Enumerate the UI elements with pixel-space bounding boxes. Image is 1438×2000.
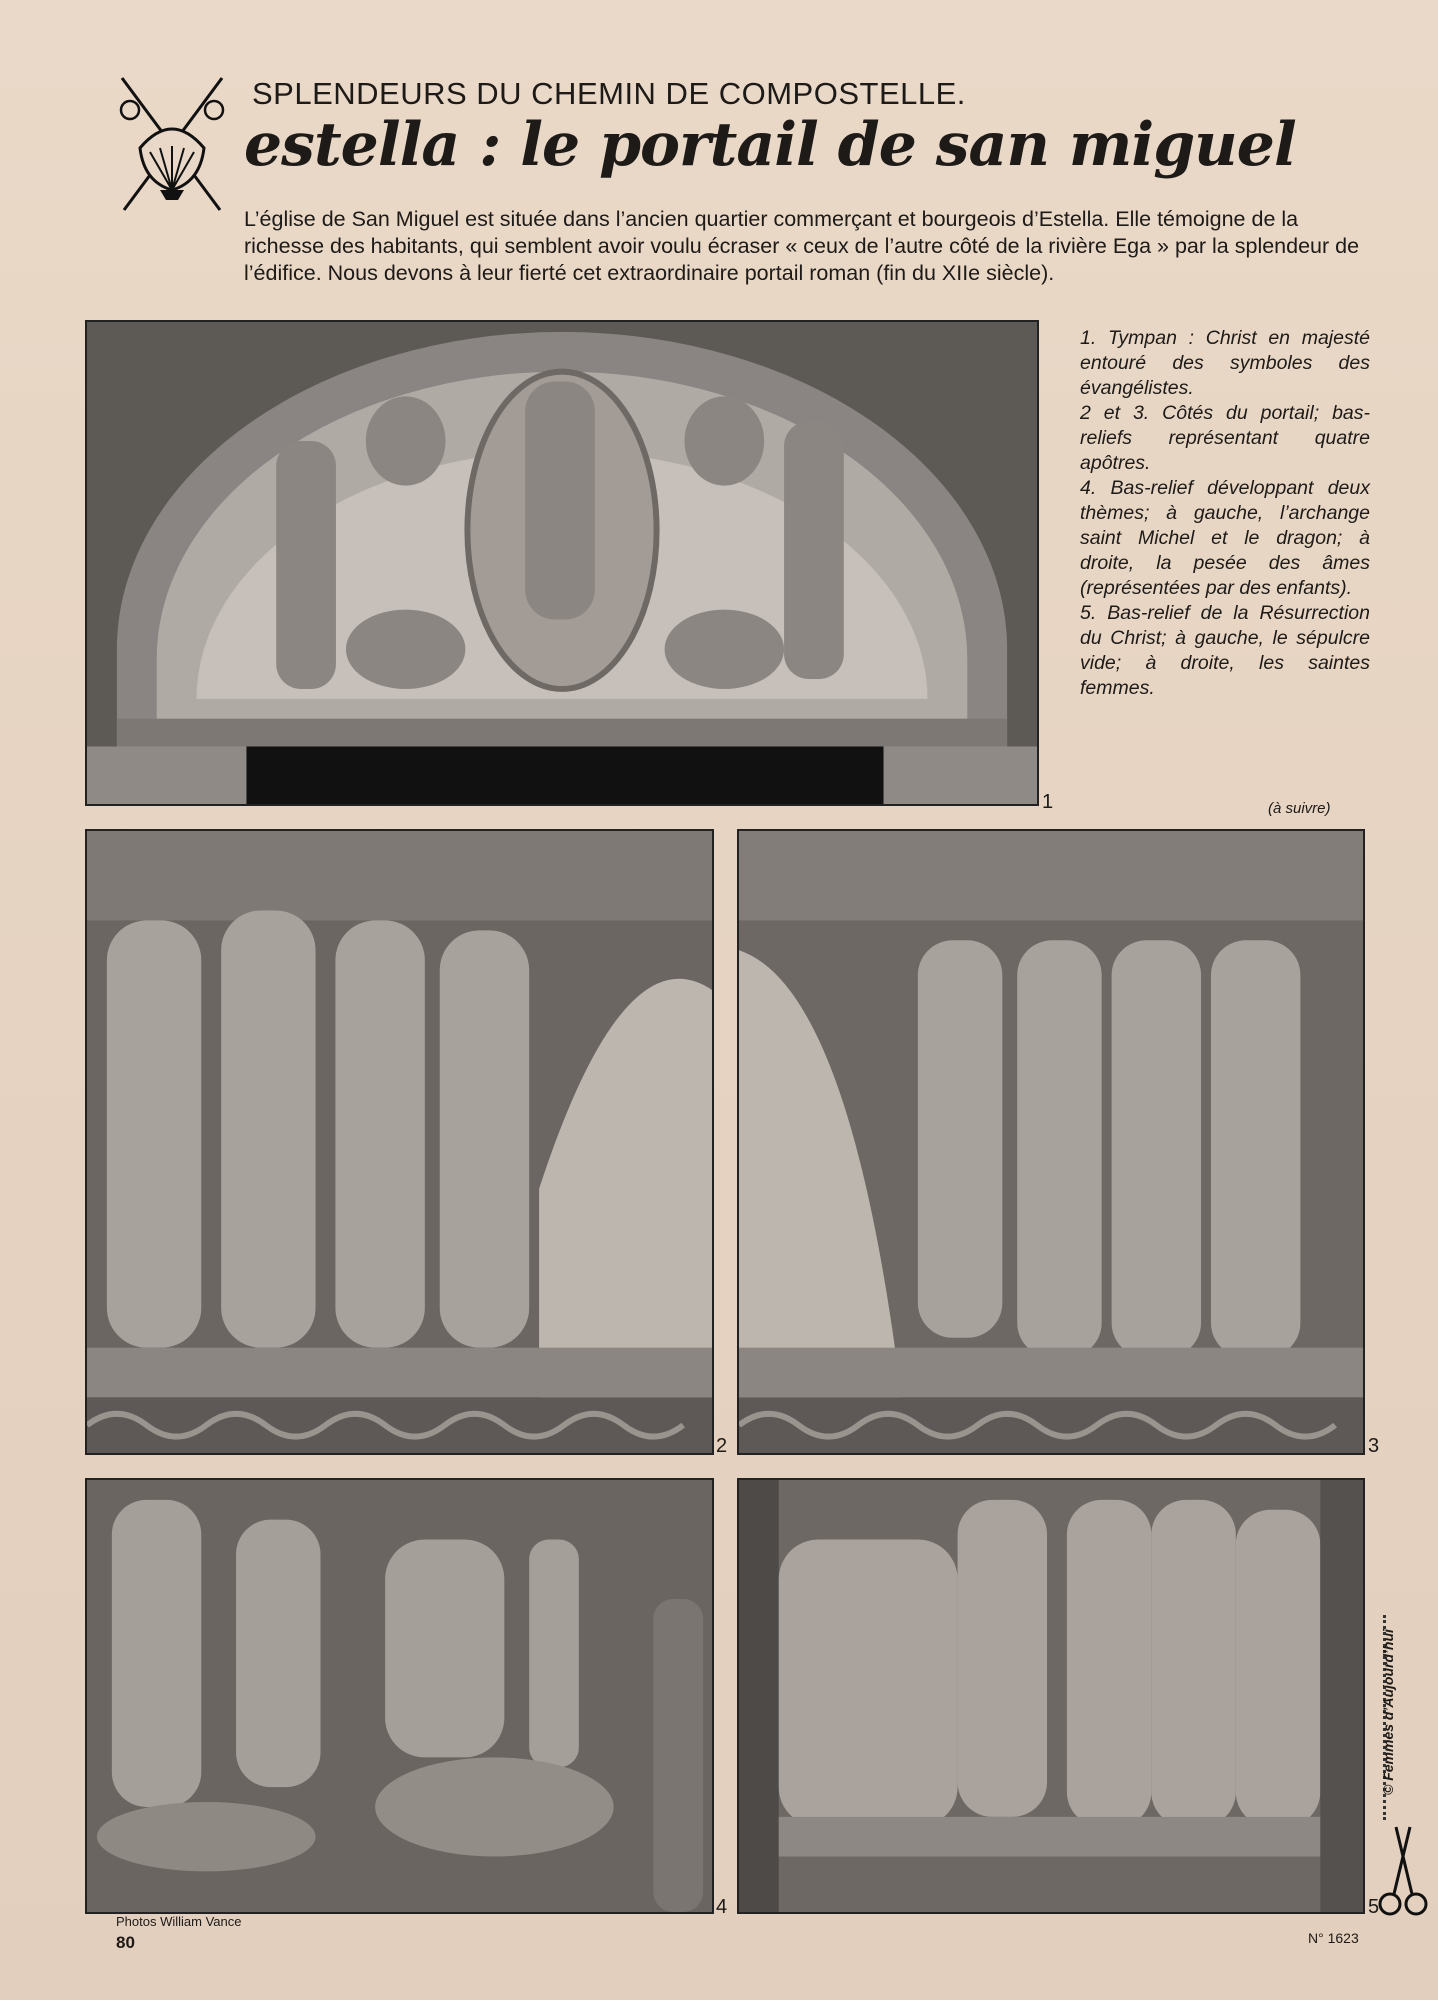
scissors-icon [1378, 1822, 1428, 1922]
copyright-notice: © Femmes d’Aujourd’hui [1380, 1629, 1396, 1795]
photo-portal-right-apostles [737, 829, 1365, 1455]
caption-4: 4. Bas-relief développant deux thèmes; à gauche, l’archange saint Michel et le dragon; à droite, la pesée des âmes (représentées par des enfants). [1080, 477, 1370, 599]
photo-tympanum [85, 320, 1039, 806]
photo-resurrection-relief [737, 1478, 1365, 1914]
photo-number-4: 4 [716, 1896, 728, 1918]
caption-1: 1. Tympan : Christ en majesté entouré des symboles des évangélistes. [1080, 327, 1370, 399]
photo-number-2: 2 [716, 1435, 728, 1457]
page-title: estella : le portail de san miguel [244, 110, 1296, 180]
photo-credit: Photos William Vance [116, 1914, 242, 1929]
photo-number-5: 5 [1368, 1896, 1380, 1918]
photo-number-1: 1 [1042, 791, 1054, 813]
caption-2-3: 2 et 3. Côtés du portail; bas-reliefs représentant quatre apôtres. [1080, 402, 1370, 474]
page-number: 80 [116, 1933, 135, 1952]
photo-portal-left-apostles [85, 829, 714, 1455]
caption-5: 5. Bas-relief de la Résurrection du Christ; à gauche, le sépulcre vide; à droite, les saintes femmes. [1080, 602, 1370, 699]
issue-number: N° 1623 [1308, 1930, 1359, 1946]
to-be-continued: (à suivre) [1268, 800, 1331, 817]
photo-captions [1080, 326, 1370, 701]
intro-paragraph: L’église de San Miguel est située dans l’ancien quartier commerçant et bourgeois d’Estella. Elle témoigne de la richesse des habitants, qui semblent avoir voulu écraser « ceux de l’autre côté de la rivière Ega » par la splendeur de l’édifice. Nous devons à leur fierté cet extraordinaire portail roman (fin du XIIe siècle). [244, 207, 1360, 285]
photo-number-3: 3 [1368, 1435, 1380, 1457]
scallop-shell-crossed-swords-icon [112, 70, 232, 215]
photo-saint-michael-relief [85, 1478, 714, 1914]
series-kicker: SPLENDEURS DU CHEMIN DE COMPOSTELLE. [252, 76, 966, 111]
